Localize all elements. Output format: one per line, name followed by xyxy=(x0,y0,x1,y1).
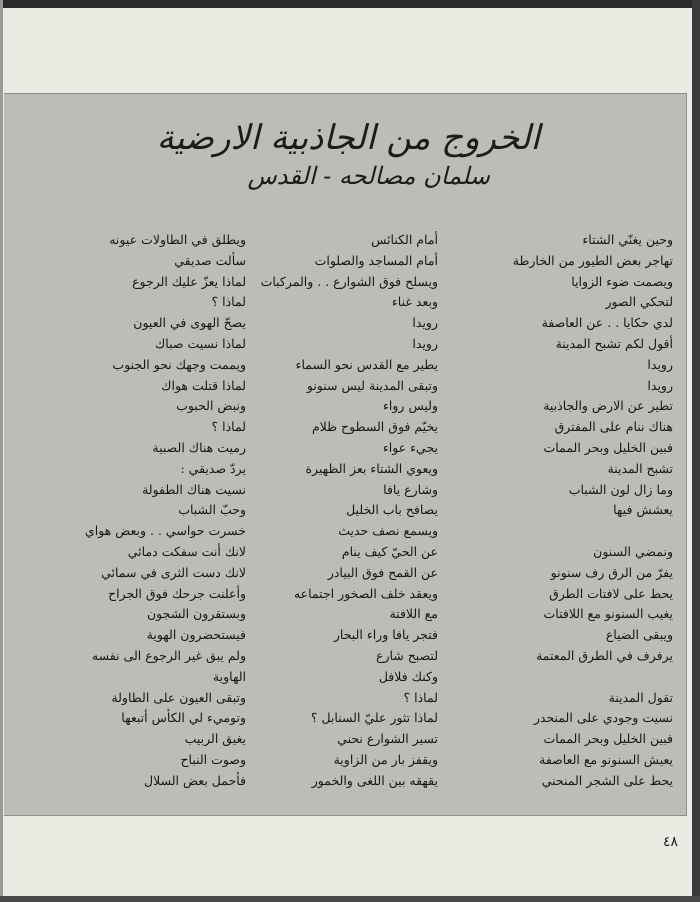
poem-line xyxy=(493,667,673,688)
title-block xyxy=(156,118,560,198)
poem-line: يعشش فيها xyxy=(613,502,673,518)
poem-line: تسير الشوارع نحني xyxy=(337,731,438,747)
poem-line: فأحمل بعض السلال xyxy=(144,772,246,788)
poem-line: يردّ صديقي : xyxy=(180,460,246,476)
poem-line: الهاوية xyxy=(212,668,246,684)
poem-line: تهاجر بعض الطيور من الخارطة xyxy=(512,252,673,268)
poem-line: فبين الخليل وبحر الممات xyxy=(543,731,673,747)
poem-line: وحبّ الشباب xyxy=(178,502,246,518)
poem-line: رويدا xyxy=(412,315,438,331)
poem-title: الخروج من الجاذبية الارضية xyxy=(156,118,540,158)
poem-line: ويبقى الضياع xyxy=(605,627,673,643)
poem-line: وبستقرون الشجون xyxy=(147,606,246,622)
poem-line: ويعقد خلف الصخور اجتماعه xyxy=(293,585,438,601)
poem-line xyxy=(493,521,673,542)
poem-line: وصوت النباح xyxy=(180,751,246,767)
poem-line: هناك ننام على المفترق xyxy=(554,419,673,435)
poem-line: يرفرف في الطرق المعتمة xyxy=(536,647,673,663)
poem-column-2 xyxy=(253,230,438,792)
poem-line: ويسلح فوق الشوارع . . والمركبات xyxy=(260,273,438,289)
poem-line: عن الحيّ كيف ينام xyxy=(341,543,438,559)
poem-line: يقهقه بين اللغى والخمور xyxy=(311,772,438,788)
poem-line: لماذا قتلت هواك xyxy=(161,377,246,393)
poem-line: ويصمت ضوء الزوايا xyxy=(571,273,673,289)
poem-author: سلمان مصالحه - القدس xyxy=(247,162,490,190)
poem-line: وحين يغنّي الشتاء xyxy=(582,232,673,247)
poem-line: يجيء عواء xyxy=(382,439,438,455)
poem-line: لماذا ؟ xyxy=(211,419,246,435)
poem-line: رويدا xyxy=(647,377,673,393)
poem-column-1 xyxy=(493,230,673,792)
poem-line: ويطلق في الطاولات عيونه xyxy=(109,232,246,247)
poem-line: يعيش السنونو مع العاصفة xyxy=(539,751,673,767)
poem-line: وكنك فلافل xyxy=(378,668,438,684)
poem-line: يصافح باب الخليل xyxy=(346,502,438,518)
poem-line: وما زال لون الشباب xyxy=(568,481,673,497)
poem-line: تشبح المدينة xyxy=(607,460,673,476)
poem-line: نسيت هناك الطفولة xyxy=(142,481,246,497)
poem-line: سألت صديقي xyxy=(174,252,246,268)
poem-line: لماذا يعزّ عليك الرجوع xyxy=(132,273,246,289)
poem-line: يصحّ الهوى في العيون xyxy=(133,315,246,331)
poem-line: لماذا ؟ xyxy=(211,294,246,310)
poem-line: ونمضي السنون xyxy=(593,543,673,559)
poem-line: يطير مع القدس نحو السماء xyxy=(295,356,438,372)
poem-line: لدي حكايا . . عن العاصفة xyxy=(541,315,673,331)
poem-line: لانك أنت سفكت دمائي xyxy=(127,543,246,559)
poem-line: رميت هناك الصبية xyxy=(152,439,246,455)
poem-line: يخيّم فوق السطوح ظلام xyxy=(311,419,438,435)
poem-line: ونبض الحبوب xyxy=(176,398,246,414)
poem-line: ويقفز بار من الزاوية xyxy=(333,751,438,767)
page-bottom-edge xyxy=(0,896,700,902)
poem-line: لتصبح شارع xyxy=(375,647,438,663)
poem-line: لماذا تثور عليّ السنابل ؟ xyxy=(310,710,438,726)
poem-line: لماذا ؟ xyxy=(403,689,438,705)
poem-line: ويممت وجهك نحو الجنوب xyxy=(112,356,246,372)
poem-line: فبين الخليل وبحر الممات xyxy=(543,439,673,455)
poem-line: وليس رواء xyxy=(383,398,438,414)
poem-line: يغيق الربيب xyxy=(184,731,246,747)
poem-line: وبعد غناء xyxy=(391,294,438,310)
poem-line: أقول لكم تشبح المدينة xyxy=(555,335,673,351)
poem-line: يحط على الشجر المنحني xyxy=(541,772,673,788)
page-left-edge xyxy=(0,0,3,902)
poem-line: تقول المدينة xyxy=(608,689,673,705)
poem-line: يغيب السنونو مع اللافتات xyxy=(543,606,673,622)
poem-line: نسيت وجودي على المنحدر xyxy=(533,710,673,726)
poem-line: ويعوي الشتاء بعز الظهيرة xyxy=(305,460,438,476)
poem-line: لماذا نسيت صباك xyxy=(154,335,246,351)
poem-line: فيستحضرون الهوية xyxy=(146,627,246,643)
poem-line: وشارع يافا xyxy=(383,481,438,497)
page-number: ٤٨ xyxy=(662,834,678,850)
poem-line: مع اللافتة xyxy=(389,606,438,622)
poem-line: يفرّ من الرق رف سنونو xyxy=(550,564,673,580)
poem-line: تطير عن الارض والجاذبية xyxy=(543,398,673,414)
poem-line: وتبقى المدينة ليس سنونو xyxy=(306,377,438,393)
poem-line: فتجر يافا وراء البحار xyxy=(333,627,438,643)
poem-line: رويدا xyxy=(647,356,673,372)
poem-line: لانك دست الثرى في سمائي xyxy=(101,564,246,580)
poem-line: أمام المساجد والصلوات xyxy=(314,252,438,268)
poem-column-3 xyxy=(71,230,246,792)
poem-line: وتوميء لي الكأس أتبعها xyxy=(121,710,246,726)
poem-line: لتحكي الصور xyxy=(605,294,673,310)
poem-line: ويسمع نصف حديث xyxy=(338,523,438,539)
page-top-edge xyxy=(0,0,700,8)
poem-line: رويدا xyxy=(412,335,438,351)
poem-line: خسرت حواسي . . وبعض هواي xyxy=(84,523,246,539)
poem-line: عن القمح فوق البيادر xyxy=(327,564,438,580)
poem-line: وأعلنت جرحك فوق الجراح xyxy=(108,585,246,601)
poem-line: وتبقى العيون على الطاولة xyxy=(111,689,246,705)
poem-line: ولم يبق غير الرجوع الى نفسه xyxy=(91,647,246,663)
poem-line: يحط على لافتات الطرق xyxy=(549,585,673,601)
page-right-edge xyxy=(692,0,700,902)
poem-line: أمام الكنائس xyxy=(371,232,438,247)
